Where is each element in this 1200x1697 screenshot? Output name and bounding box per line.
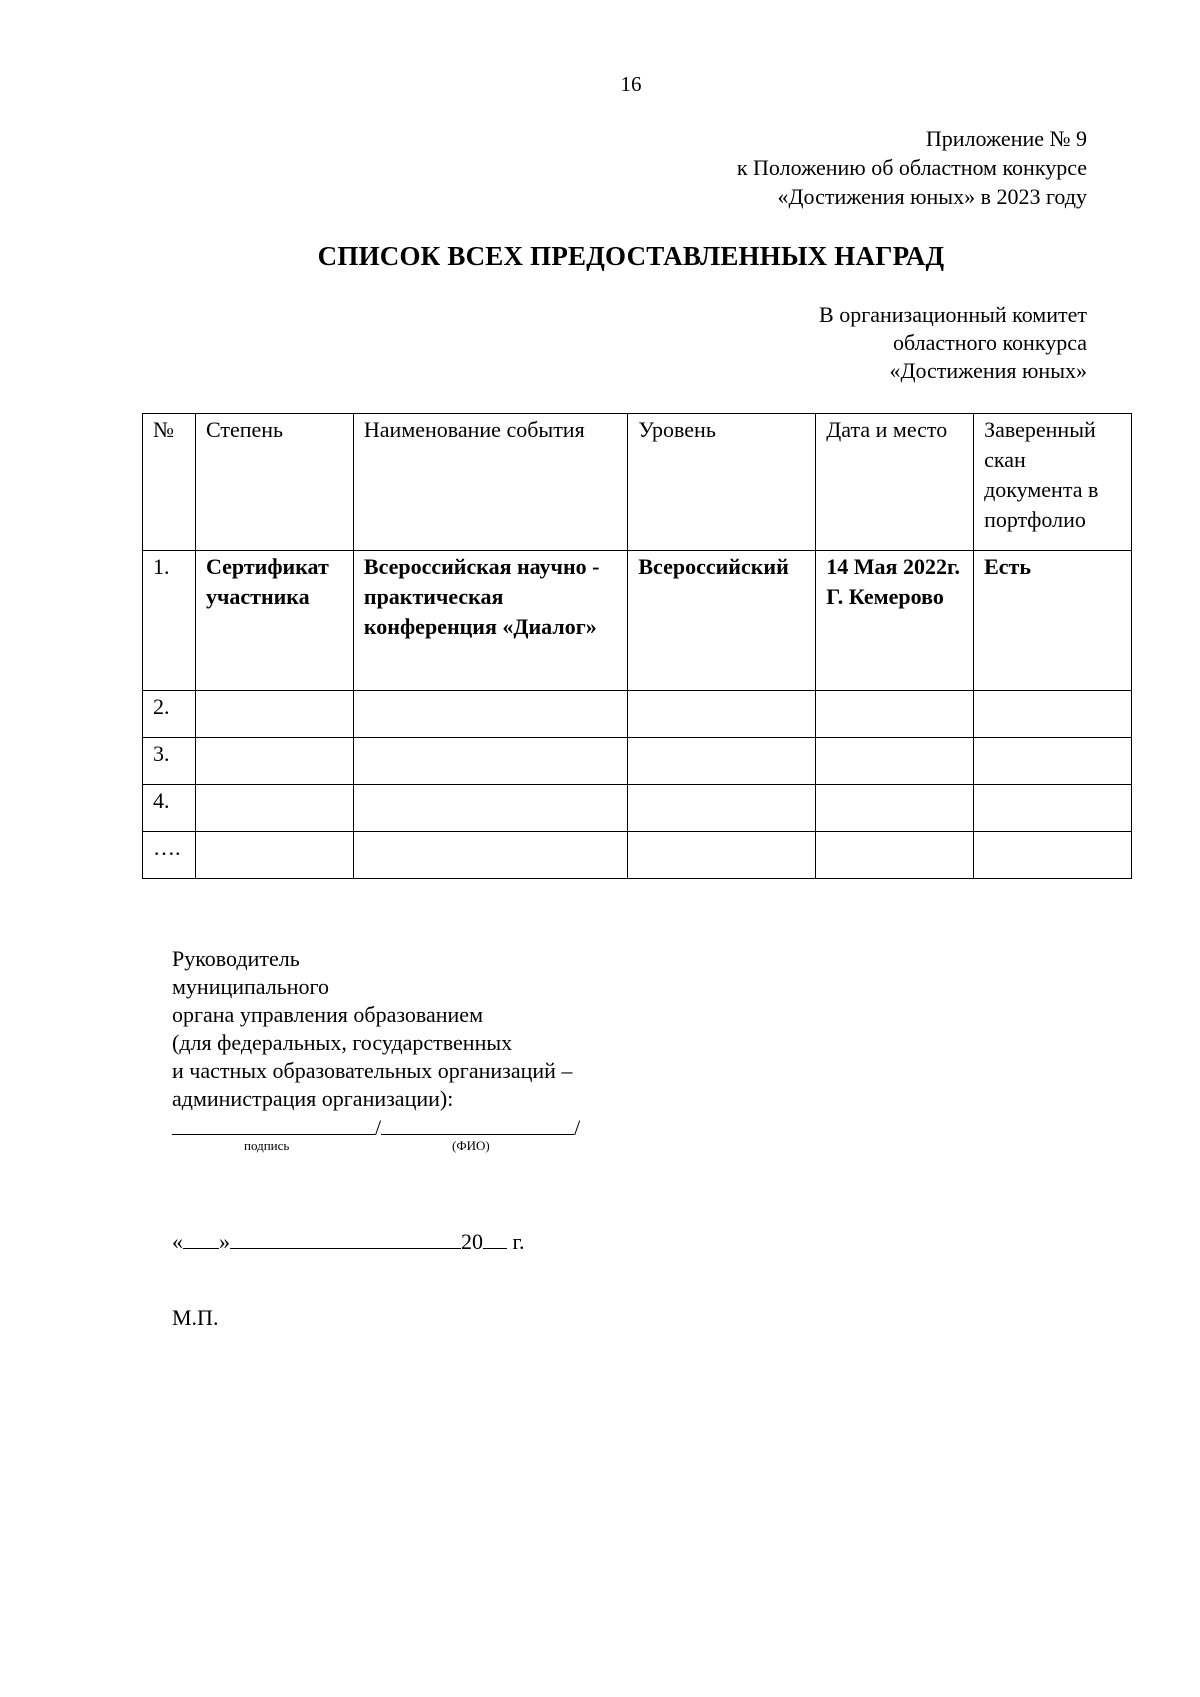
table-cell — [628, 832, 816, 879]
column-header-degree: Степень — [195, 414, 353, 551]
table-cell — [628, 738, 816, 785]
date-open-quote: « — [172, 1229, 183, 1254]
signature-text-line: муниципального — [172, 974, 330, 999]
table-row — [143, 691, 1132, 738]
column-header-scan: Заверенный скан документа в портфолио — [974, 414, 1132, 551]
table-cell — [195, 691, 353, 738]
table-cell — [974, 785, 1132, 832]
table-cell: Всероссийская научно - практическая конференция «Диалог» — [353, 551, 627, 691]
column-header-date-place: Дата и место — [816, 414, 974, 551]
table-cell — [816, 691, 974, 738]
table-row — [143, 785, 1132, 832]
table-cell: …. — [143, 832, 196, 879]
table-cell: Есть — [974, 551, 1132, 691]
appendix-line: Приложение № 9 — [925, 126, 1087, 151]
signature-block — [172, 945, 572, 1113]
addressee-line: В организационный комитет — [819, 302, 1087, 327]
column-header-number: № — [143, 414, 196, 551]
table-cell: 14 Мая 2022г. Г. Кемерово — [816, 551, 974, 691]
table-cell: Всероссийский — [628, 551, 816, 691]
table-cell — [195, 785, 353, 832]
table-header-row — [143, 414, 1132, 551]
table-cell — [353, 785, 627, 832]
table-cell — [974, 832, 1132, 879]
table-cell — [353, 691, 627, 738]
year-prefix: 20 — [461, 1229, 483, 1254]
signature-text-line: и частных образовательных организаций – — [172, 1058, 573, 1083]
table-cell: 3. — [143, 738, 196, 785]
table-cell: 4. — [143, 785, 196, 832]
table-cell — [353, 832, 627, 879]
date-close-quote: » — [219, 1229, 230, 1254]
addressee-line: «Достижения юных» — [889, 358, 1087, 383]
date-line — [172, 1228, 525, 1255]
table-cell — [195, 738, 353, 785]
signature-separator: / — [574, 1115, 581, 1140]
awards-table — [142, 413, 1132, 879]
table-cell — [353, 738, 627, 785]
document-title: СПИСОК ВСЕХ ПРЕДОСТАВЛЕННЫХ НАГРАД — [317, 241, 945, 271]
addressee-line: областного конкурса — [892, 330, 1087, 355]
signature-blank — [172, 1114, 375, 1135]
month-blank — [230, 1228, 461, 1249]
table-row — [143, 551, 1132, 691]
table-cell — [974, 738, 1132, 785]
signature-text-line: администрация организации): — [172, 1086, 454, 1111]
day-blank — [183, 1228, 219, 1249]
table-cell — [816, 832, 974, 879]
column-header-level: Уровень — [628, 414, 816, 551]
table-cell: Сертификат участника — [195, 551, 353, 691]
page-number: 16 — [620, 72, 642, 96]
table-cell — [195, 832, 353, 879]
table-cell — [974, 691, 1132, 738]
signature-caption: подпись — [244, 1138, 290, 1153]
signature-text-line: Руководитель — [172, 946, 300, 971]
year-blank — [483, 1228, 507, 1249]
table-cell — [816, 738, 974, 785]
appendix-note — [737, 124, 1087, 211]
appendix-line: к Положению об областном конкурсе — [736, 155, 1087, 180]
signature-text-line: органа управления образованием — [172, 1002, 483, 1027]
year-suffix: г. — [507, 1229, 525, 1254]
signature-text-line: (для федеральных, государственных — [172, 1030, 513, 1055]
name-caption: (ФИО) — [452, 1138, 490, 1153]
name-blank — [381, 1114, 574, 1135]
stamp-place: М.П. — [172, 1305, 219, 1330]
table-cell: 2. — [143, 691, 196, 738]
appendix-line: «Достижения юных» в 2023 году — [777, 184, 1087, 209]
table-cell — [628, 785, 816, 832]
signature-line — [172, 1114, 580, 1141]
column-header-event: Наименование события — [353, 414, 627, 551]
table-cell — [628, 691, 816, 738]
signature-separator: / — [375, 1115, 382, 1140]
table-row — [143, 832, 1132, 879]
table-row — [143, 738, 1132, 785]
addressee-block — [819, 301, 1087, 385]
table-cell: 1. — [143, 551, 196, 691]
table-cell — [816, 785, 974, 832]
